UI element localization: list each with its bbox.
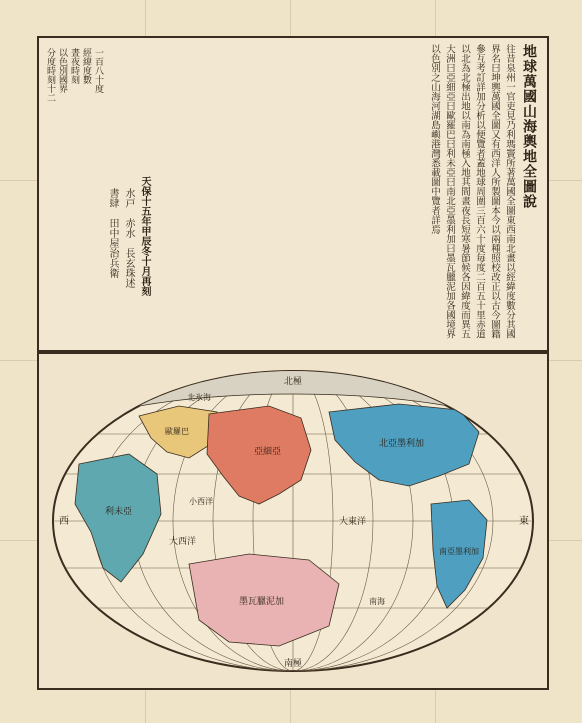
- ocean-label: 大西洋: [169, 537, 197, 547]
- explanation-text: 往昔泉州一官吏見乃利瑪竇所著萬國全圖東西南北畫以經緯度數分其國界名曰坤輿萬國全圖又有西洋人所製圖本今以兩種照校改正以古今圖籍參互考訂詳加分析以便覽者蓋地球周圍三百六十度毎度二百五十里赤道以北為北極出地以南為南極入地其間晝夜長短寒暑節候各因緯度而異五大洲曰亞細亞曰歐羅巴曰利未亞曰南北亞墨利加曰墨瓦臘泥加各國境界以色別之山海河湖島嶼港灣悉載圖中覽者詳焉: [429, 44, 515, 339]
- legend-row: 一百八十度: [93, 48, 103, 93]
- legend-row: 晝夜時刻: [69, 48, 79, 84]
- world-map-panel: [37, 352, 549, 690]
- region-label-north-america: 北亞墨利加: [379, 439, 425, 449]
- bottom-label: 南極: [283, 659, 303, 669]
- legend-row: 以色別國界: [57, 48, 67, 93]
- explanation-panel: [37, 36, 549, 352]
- east-label: 東: [519, 516, 529, 527]
- ocean-label: 大東洋: [339, 517, 367, 527]
- legend-row: 分度時刻十二: [45, 48, 55, 102]
- legend: [45, 48, 105, 198]
- world-map: [39, 354, 547, 688]
- map-title: 地球萬國山海輿地全圖說: [521, 44, 537, 209]
- ocean-label: 南海: [369, 597, 385, 606]
- region-label-southern-continent: 墨瓦臘泥加: [239, 597, 285, 607]
- region-label-south-america: 南亞墨利加: [439, 547, 479, 556]
- author-signature: 水戸 赤水 長玄珠述: [123, 188, 134, 288]
- top-label: 北氷海: [187, 393, 211, 402]
- publication-date: 天保十五年甲辰冬十月再刻: [139, 176, 150, 296]
- region-label-africa: 利未亞: [105, 507, 133, 517]
- top-label: 北極: [283, 377, 303, 387]
- ocean-label: 小西洋: [189, 497, 213, 506]
- region-label-europe: 歐羅巴: [165, 427, 189, 436]
- publisher-name: 書肆 田中屋治兵衛: [107, 188, 118, 278]
- region-label-asia: 亞細亞: [254, 447, 282, 457]
- west-label: 西: [59, 516, 69, 527]
- legend-row: 經緯度數: [81, 48, 91, 84]
